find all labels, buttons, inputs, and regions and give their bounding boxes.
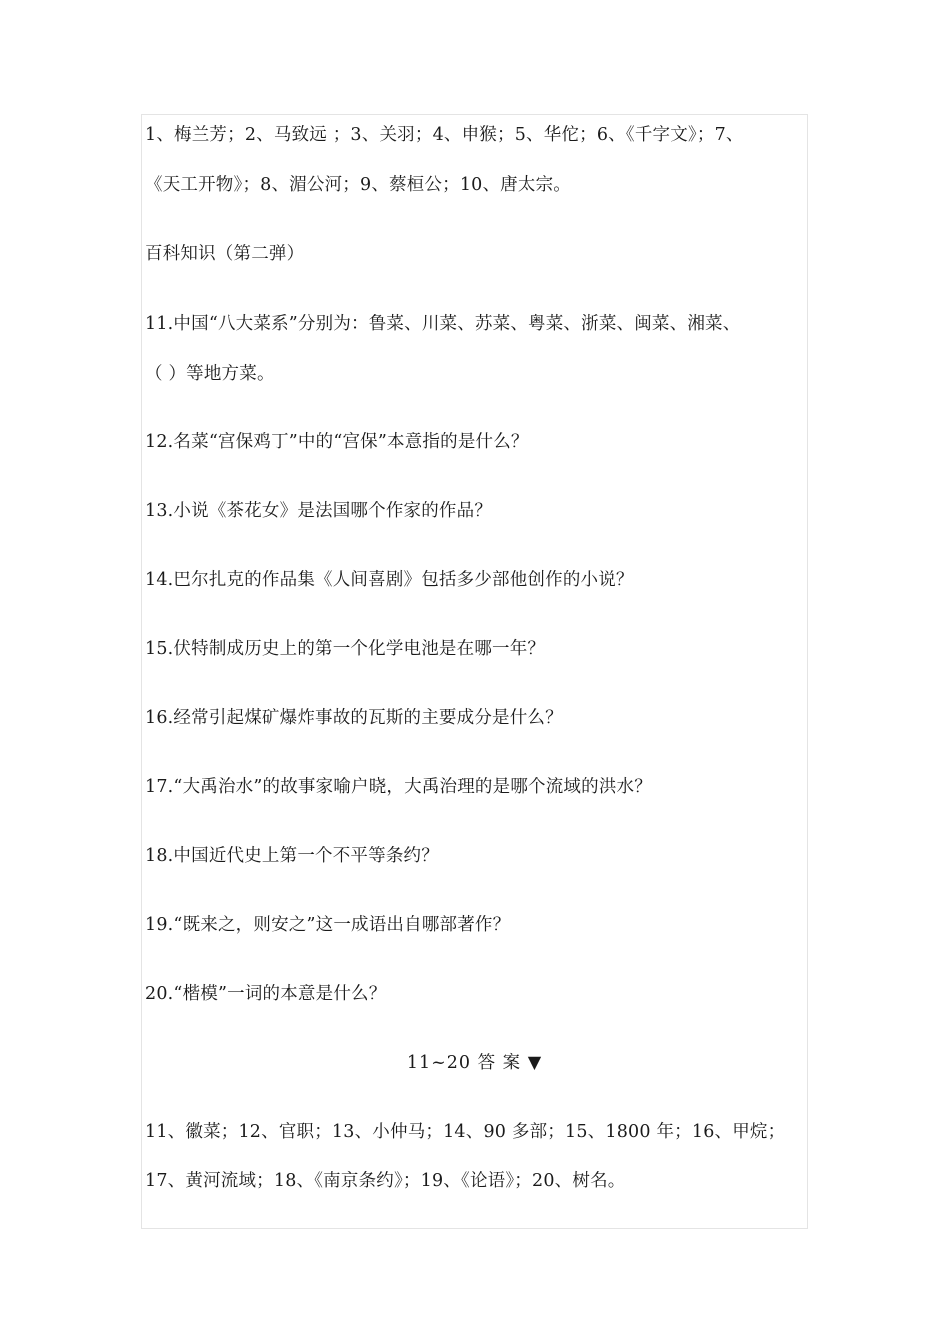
answers-11-20-line-1: 11、徽菜；12、官职；13、小仲马；14、90 多部；15、1800 年；16、甲烷； (145, 1122, 786, 1142)
answers-heading: 11~20 答 案 ▼ (406, 1053, 543, 1073)
question-14: 14.巴尔扎克的作品集《人间喜剧》包括多少部他创作的小说？ (145, 570, 634, 590)
question-11-line-2: （ ）等地方菜。 (145, 364, 275, 384)
question-11-line-1: 11.中国“八大菜系”分别为：鲁菜、川菜、苏菜、粤菜、浙菜、闽菜、湘菜、 (145, 314, 741, 334)
question-18: 18.中国近代史上第一个不平等条约？ (145, 846, 439, 866)
section-title: 百科知识（第二弹） (145, 244, 305, 264)
question-20: 20.“楷模”一词的本意是什么？ (145, 984, 387, 1004)
question-15: 15.伏特制成历史上的第一个化学电池是在哪一年？ (145, 639, 546, 659)
answers-1-10-line-1: 1、梅兰芳；2、马致远 ；3、关羽；4、申猴；5、华佗；6、《千字文》；7、 (145, 125, 744, 145)
answers-1-10-line-2: 《天工开物》；8、湄公河；9、蔡桓公；10、唐太宗。 (145, 175, 571, 195)
question-19: 19.“既来之，则安之”这一成语出自哪部著作？ (145, 915, 511, 935)
question-17: 17.“大禹治水”的故事家喻户晓，大禹治理的是哪个流域的洪水？ (145, 777, 652, 797)
question-13: 13.小说《茶花女》是法国哪个作家的作品？ (145, 501, 493, 521)
question-16: 16.经常引起煤矿爆炸事故的瓦斯的主要成分是什么？ (145, 708, 563, 728)
answers-11-20-line-2: 17、黄河流域；18、《南京条约》；19、《论语》；20、树名。 (145, 1171, 626, 1191)
question-12: 12.名菜“宫保鸡丁”中的“宫保”本意指的是什么？ (145, 432, 529, 452)
